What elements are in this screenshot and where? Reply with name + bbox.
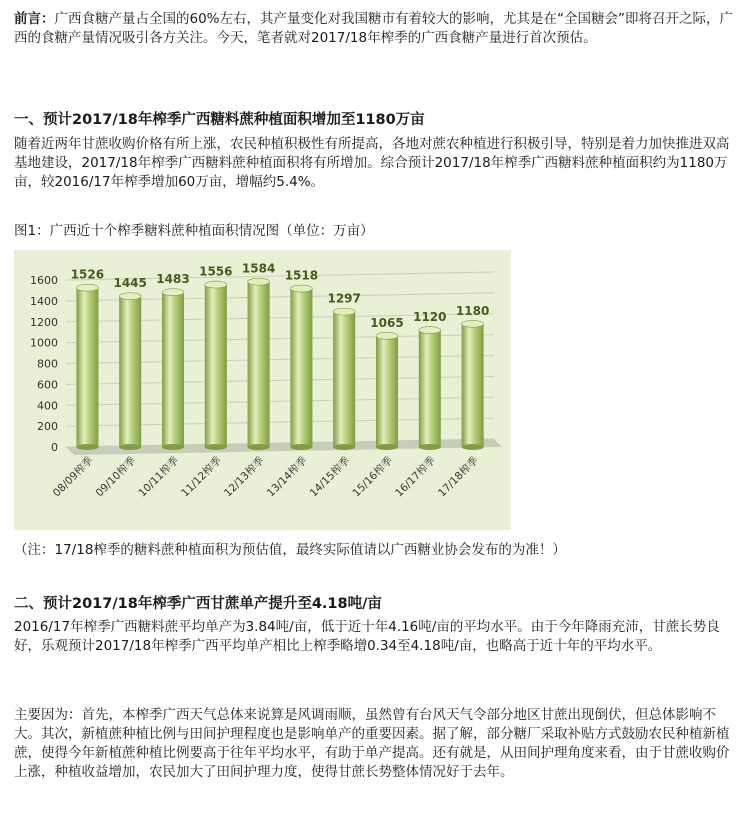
- y-tick-label: 600: [37, 378, 58, 392]
- bar-base: [333, 444, 355, 450]
- data-label: 1445: [113, 276, 147, 291]
- bar-base: [76, 444, 98, 450]
- chart-note: （注：17/18榨季的糖料蔗种植面积为预估值，最终实际值请以广西糖业协会发布的为准！）: [14, 542, 566, 558]
- bar: [419, 330, 441, 447]
- section2-body: 2016/17年榨季广西糖料蔗平均单产为3.84吨/亩，低于近十年4.16吨/亩的平均水平。由于今年降雨充沛，甘蔗长势良好，乐观预计2017/18年榨季广西平均单产相比上榨季略增0.34至4.18吨/亩，也略高于近十年的平均水平。: [14, 619, 720, 654]
- bar: [76, 288, 98, 447]
- bar-base: [162, 444, 184, 450]
- bar-top: [119, 293, 141, 300]
- y-tick-label: 1400: [30, 294, 58, 308]
- y-tick-label: 200: [37, 420, 58, 434]
- bar-base: [290, 444, 312, 450]
- bar-base: [205, 444, 227, 450]
- section1-body: 随着近两年甘蔗收购价格有所上涨，农民种植积极性有所提高，各地对蔗农种植进行积极引导，特别是着力加快推进双高基地建设，2017/18年榨季广西糖料蔗种植面积将有所增加。综合预计2017/18年榨季广西糖料蔗种植面积约为1180万亩，较2016/17年榨季增加60万亩，增幅约5.4%。: [14, 136, 730, 190]
- bar-top: [248, 278, 270, 285]
- bar-chart-svg: [14, 250, 511, 530]
- bar: [248, 282, 270, 447]
- bar: [119, 296, 141, 447]
- x-tick-label: 13/14榨季: [264, 454, 310, 500]
- intro-text: 广西食糖产量占全国的60%左右，其产量变化对我国糖市有着较大的影响，尤其是在“全国糖会”即将召开之际，广西的食糖产量情况吸引各方关注。今天，笔者就对2017/18年榨季的广西食糖产量进行首次预估。: [14, 11, 733, 46]
- y-tick-label: 1200: [30, 315, 58, 329]
- x-tick-label: 15/16榨季: [350, 454, 396, 500]
- data-label: 1518: [284, 268, 319, 283]
- bar-top: [290, 285, 312, 292]
- intro-paragraph: [14, 10, 736, 48]
- x-tick-label: 14/15榨季: [307, 454, 353, 500]
- bar-top: [462, 320, 484, 327]
- bar-top: [162, 289, 184, 296]
- bar-base: [376, 444, 398, 450]
- section1-heading: 一、预计2017/18年榨季广西糖料蔗种植面积增加至1180万亩: [14, 112, 425, 128]
- bar-base: [462, 444, 484, 450]
- bar: [290, 289, 312, 447]
- data-label: 1180: [455, 303, 490, 318]
- figure-caption: 图1：广西近十个榨季糖料蔗种植面积情况图（单位：万亩）: [14, 223, 374, 239]
- bar-top: [333, 308, 355, 315]
- bar: [333, 312, 355, 447]
- bar-base: [419, 444, 441, 450]
- data-label: 1584: [241, 261, 276, 276]
- section2-heading: 二、预计2017/18年榨季广西甘蔗单产提升至4.18吨/亩: [14, 596, 382, 612]
- data-label: 1483: [156, 272, 190, 287]
- y-tick-label: 800: [37, 357, 58, 371]
- intro-label: 前言：: [14, 11, 55, 27]
- data-label: 1556: [199, 264, 233, 279]
- y-tick-label: 400: [37, 399, 58, 413]
- x-tick-label: 10/11榨季: [136, 454, 182, 500]
- bar-base: [119, 444, 141, 450]
- bar-top: [419, 327, 441, 334]
- bar: [205, 285, 227, 447]
- x-tick-label: 08/09榨季: [50, 454, 96, 500]
- x-tick-label: 12/13榨季: [221, 454, 267, 500]
- bar: [162, 292, 184, 447]
- bar-top: [76, 284, 98, 291]
- section2-reasons: 主要因为：首先，本榨季广西天气总体来说算是风调雨顺，虽然曾有台风天气令部分地区甘蔗出现倒伏，但总体影响不大。其次，新植蔗种植比例与田间护理程度也是影响单产的重要因素。据了解，部分糖厂采取补贴方式鼓励农民种植新植蔗，使得今年新植蔗种植比例要高于往年平均水平，有助于单产提高。还有就是，从田间护理角度来看，由于甘蔗收购价上涨，种植收益增加，农民加大了田间护理力度，使得甘蔗长势整体情况好于去年。: [14, 707, 730, 780]
- data-label: 1065: [370, 315, 404, 330]
- x-tick-label: 16/17榨季: [393, 454, 438, 500]
- data-label: 1526: [70, 267, 105, 282]
- y-tick-label: 1000: [30, 336, 58, 350]
- data-label: 1120: [413, 310, 447, 325]
- bar: [376, 336, 398, 447]
- bar: [462, 324, 484, 447]
- bar-base: [248, 444, 270, 450]
- x-tick-label: 17/18榨季: [435, 454, 481, 500]
- data-label: 1297: [327, 291, 361, 306]
- x-tick-label: 11/12榨季: [179, 454, 224, 500]
- bar-top: [205, 281, 227, 288]
- bar-top: [376, 332, 398, 339]
- y-tick-label: 1600: [30, 274, 58, 287]
- area-chart: [14, 250, 511, 530]
- x-tick-label: 09/10榨季: [93, 454, 139, 500]
- y-tick-label: 0: [51, 441, 58, 454]
